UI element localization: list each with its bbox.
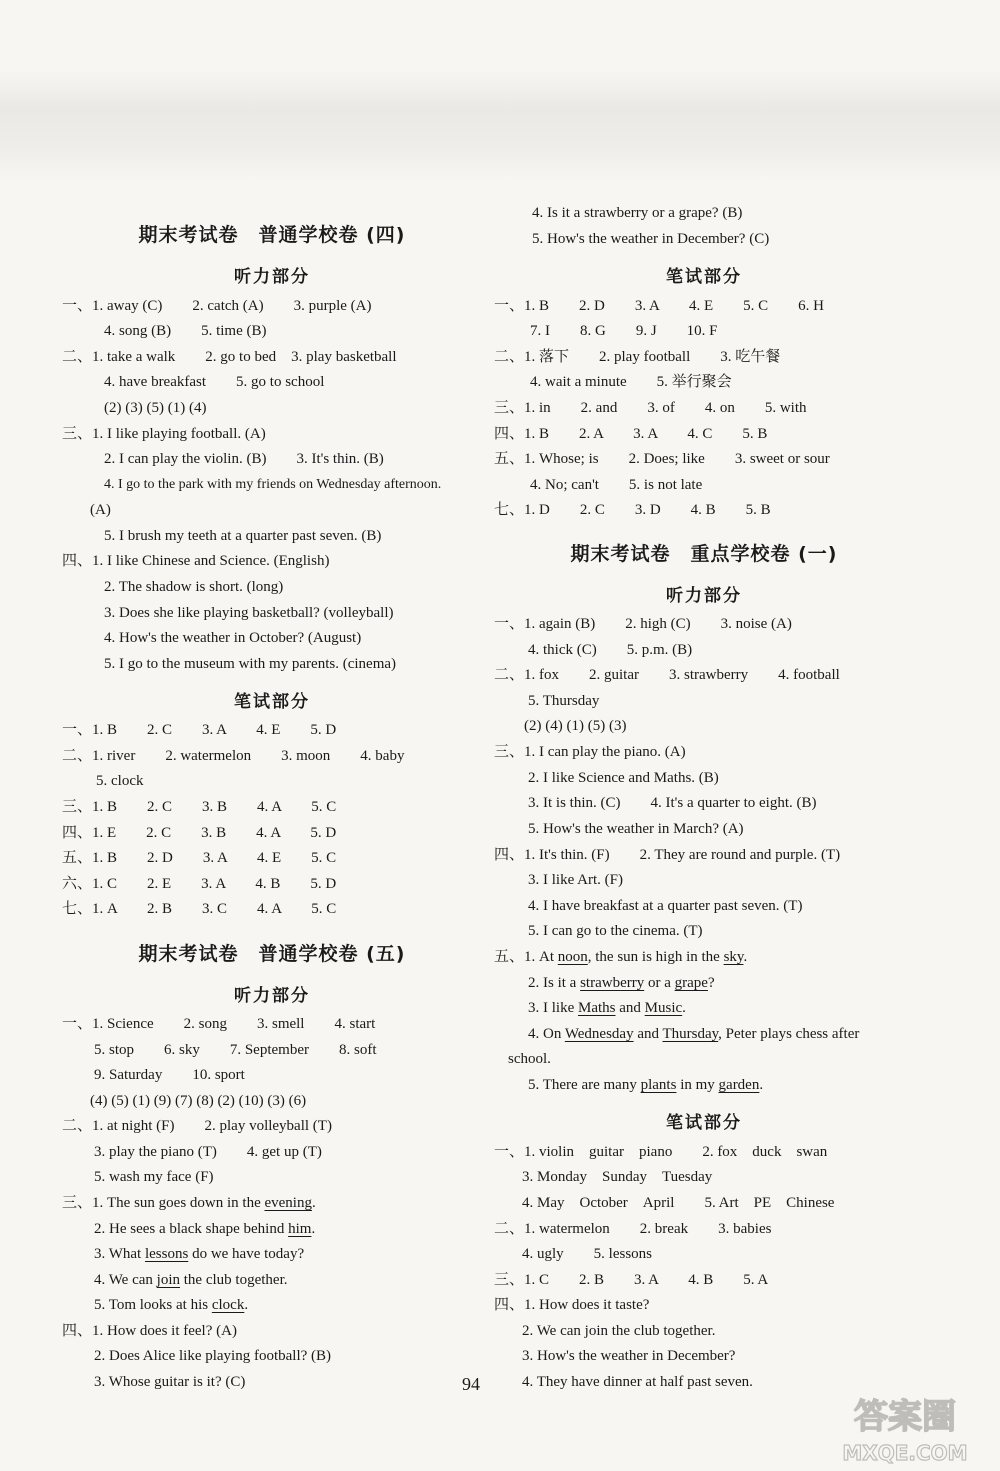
answer-line: (4) (5) (1) (9) (7) (8) (2) (10) (3) (6) [90, 1093, 307, 1109]
answer-line: 四、1. B 2. A 3. A 4. C 5. B [494, 426, 768, 442]
answer-line: 二、1. fox 2. guitar 3. strawberry 4. football [494, 667, 840, 683]
answer-line: 一、1. away (C) 2. catch (A) 3. purple (A) [62, 298, 372, 314]
answer-line: 四、1. E 2. C 3. B 4. A 5. D [62, 825, 337, 841]
answer-line: 4. How's the weather in October? (August) [104, 630, 362, 646]
watermark-logo [820, 1388, 990, 1468]
answer-line: 3. I like Maths and Music. [528, 1000, 686, 1016]
svg-text:MXQE.COM: MXQE.COM [842, 1441, 968, 1465]
answer-line: (2) (4) (1) (5) (3) [524, 718, 627, 734]
answer-line: 4. song (B) 5. time (B) [104, 323, 267, 339]
answer-line: 9. Saturday 10. sport [94, 1067, 245, 1083]
answer-line: 2. I like Science and Maths. (B) [528, 770, 719, 786]
answer-line: 4. thick (C) 5. p.m. (B) [528, 642, 693, 658]
answer-line: 五、1. At noon, the sun is high in the sky. [494, 949, 748, 965]
answer-line: 二、1. 落下 2. play football 3. 吃午餐 [494, 349, 781, 365]
answer-line: 4. I have breakfast at a quarter past seven. (T) [528, 898, 803, 914]
answer-line: 5. wash my face (F) [94, 1169, 214, 1185]
answer-line: 4. We can join the club together. [94, 1272, 288, 1288]
answer-line: 4. On Wednesday and Thursday, Peter plays chess after [528, 1026, 860, 1042]
answer-line: 五、1. Whose; is 2. Does; like 3. sweet or sour [494, 451, 830, 467]
answer-line: 一、1. B 2. C 3. A 4. E 5. D [62, 722, 337, 738]
listening-heading: 听力部分 [234, 986, 310, 1006]
answer-line: 三、1. The sun goes down in the evening. [62, 1195, 316, 1211]
answer-line: 3. play the piano (T) 4. get up (T) [94, 1144, 322, 1160]
answer-line: 4. No; can't 5. is not late [530, 477, 703, 493]
section-title: 期末考试卷 重点学校卷 (一) [570, 543, 838, 565]
answer-line: 3. Does she like playing basketball? (volleyball) [104, 605, 394, 621]
answer-line: 四、1. I like Chinese and Science. (English) [62, 553, 330, 569]
answer-line: 三、1. C 2. B 3. A 4. B 5. A [494, 1272, 769, 1288]
answer-line: 2. I can play the violin. (B) 3. It's thin. (B) [104, 451, 384, 467]
answer-line: 一、1. Science 2. song 3. smell 4. start [62, 1016, 376, 1032]
answer-line: 2. We can join the club together. [522, 1323, 716, 1339]
answer-line: 七、1. A 2. B 3. C 4. A 5. C [62, 901, 337, 917]
answer-line: 5. clock [96, 773, 144, 789]
answer-line: 4. ugly 5. lessons [522, 1246, 653, 1262]
answer-line: 2. He sees a black shape behind him. [94, 1221, 316, 1237]
section-title: 期末考试卷 普通学校卷 (四) [138, 224, 406, 246]
answer-line: 二、1. take a walk 2. go to bed 3. play basketball [62, 349, 397, 365]
written-heading: 笔试部分 [666, 1113, 742, 1133]
written-heading: 笔试部分 [666, 267, 742, 287]
answer-line: 5. How's the weather in March? (A) [528, 821, 744, 837]
answer-line: 四、1. It's thin. (F) 2. They are round and purple. (T) [494, 847, 841, 863]
answer-line: 7. I 8. G 9. J 10. F [530, 323, 718, 339]
answer-line: 五、1. B 2. D 3. A 4. E 5. C [62, 850, 337, 866]
answer-line: 三、1. I can play the piano. (A) [494, 744, 686, 760]
answer-line: 一、1. violin guitar piano 2. fox duck swan [494, 1144, 828, 1160]
answer-line: 4. Is it a strawberry or a grape? (B) [532, 205, 743, 221]
written-heading: 笔试部分 [234, 692, 310, 712]
answer-line: 4. May October April 5. Art PE Chinese [522, 1195, 835, 1211]
answer-line: 5. Tom looks at his clock. [94, 1297, 249, 1313]
page-number: 94 [462, 1374, 480, 1394]
answer-line: 3. I like Art. (F) [528, 872, 623, 888]
answer-line: 3. It is thin. (C) 4. It's a quarter to eight. (B) [528, 795, 817, 811]
answer-line: 5. How's the weather in December? (C) [532, 231, 770, 247]
answer-line: 六、1. C 2. E 3. A 4. B 5. D [62, 876, 337, 892]
answer-line: 2. Does Alice like playing football? (B) [94, 1348, 332, 1364]
answer-line: 七、1. D 2. C 3. D 4. B 5. B [494, 502, 771, 518]
answer-line: 二、1. watermelon 2. break 3. babies [494, 1221, 772, 1237]
answer-line: 2. The shadow is short. (long) [104, 579, 284, 595]
answer-line: 3. Monday Sunday Tuesday [522, 1169, 713, 1185]
listening-heading: 听力部分 [234, 267, 310, 287]
answer-line: 4. wait a minute 5. 举行聚会 [530, 374, 732, 390]
answer-line: 四、1. How does it taste? [494, 1297, 650, 1313]
listening-heading: 听力部分 [666, 586, 742, 606]
answer-line: 3. How's the weather in December? [522, 1348, 736, 1364]
answer-line: 5. I can go to the cinema. (T) [528, 923, 703, 939]
answer-line: 三、1. I like playing football. (A) [62, 426, 266, 442]
answer-line: (2) (3) (5) (1) (4) [104, 400, 207, 416]
answer-line: 5. There are many plants in my garden. [528, 1077, 764, 1093]
answer-line: 四、1. How does it feel? (A) [62, 1323, 237, 1339]
answer-line: 3. Whose guitar is it? (C) [94, 1374, 246, 1390]
answer-line: 一、1. again (B) 2. high (C) 3. noise (A) [494, 616, 792, 632]
section-title: 期末考试卷 普通学校卷 (五) [138, 943, 406, 965]
answer-line: 5. I go to the museum with my parents. (cinema) [104, 656, 397, 672]
answer-line: 3. What lessons do we have today? [94, 1246, 305, 1262]
answer-line: 二、1. at night (F) 2. play volleyball (T) [62, 1118, 332, 1134]
answer-line: 5. Thursday [528, 693, 600, 709]
answer-line: 4. They have dinner at half past seven. [522, 1374, 753, 1390]
answer-line: 二、1. river 2. watermelon 3. moon 4. baby [62, 748, 405, 764]
answer-line: 4. I go to the park with my friends on Wednesday afternoon. [104, 477, 442, 492]
svg-text:答案圈: 答案圈 [854, 1397, 956, 1437]
answer-line: 三、1. in 2. and 3. of 4. on 5. with [494, 400, 807, 416]
answer-line: 5. I brush my teeth at a quarter past seven. (B) [104, 528, 382, 544]
answer-line: 2. Is it a strawberry or a grape? [528, 975, 715, 991]
answer-line: school. [508, 1051, 551, 1067]
answer-line: 4. have breakfast 5. go to school [104, 374, 325, 390]
answer-line: 5. stop 6. sky 7. September 8. soft [94, 1042, 377, 1058]
answer-line: 一、1. B 2. D 3. A 4. E 5. C 6. H [494, 298, 825, 314]
answer-line: (A) [90, 502, 111, 518]
answer-line: 三、1. B 2. C 3. B 4. A 5. C [62, 799, 337, 815]
scan-shadow [0, 70, 1000, 180]
